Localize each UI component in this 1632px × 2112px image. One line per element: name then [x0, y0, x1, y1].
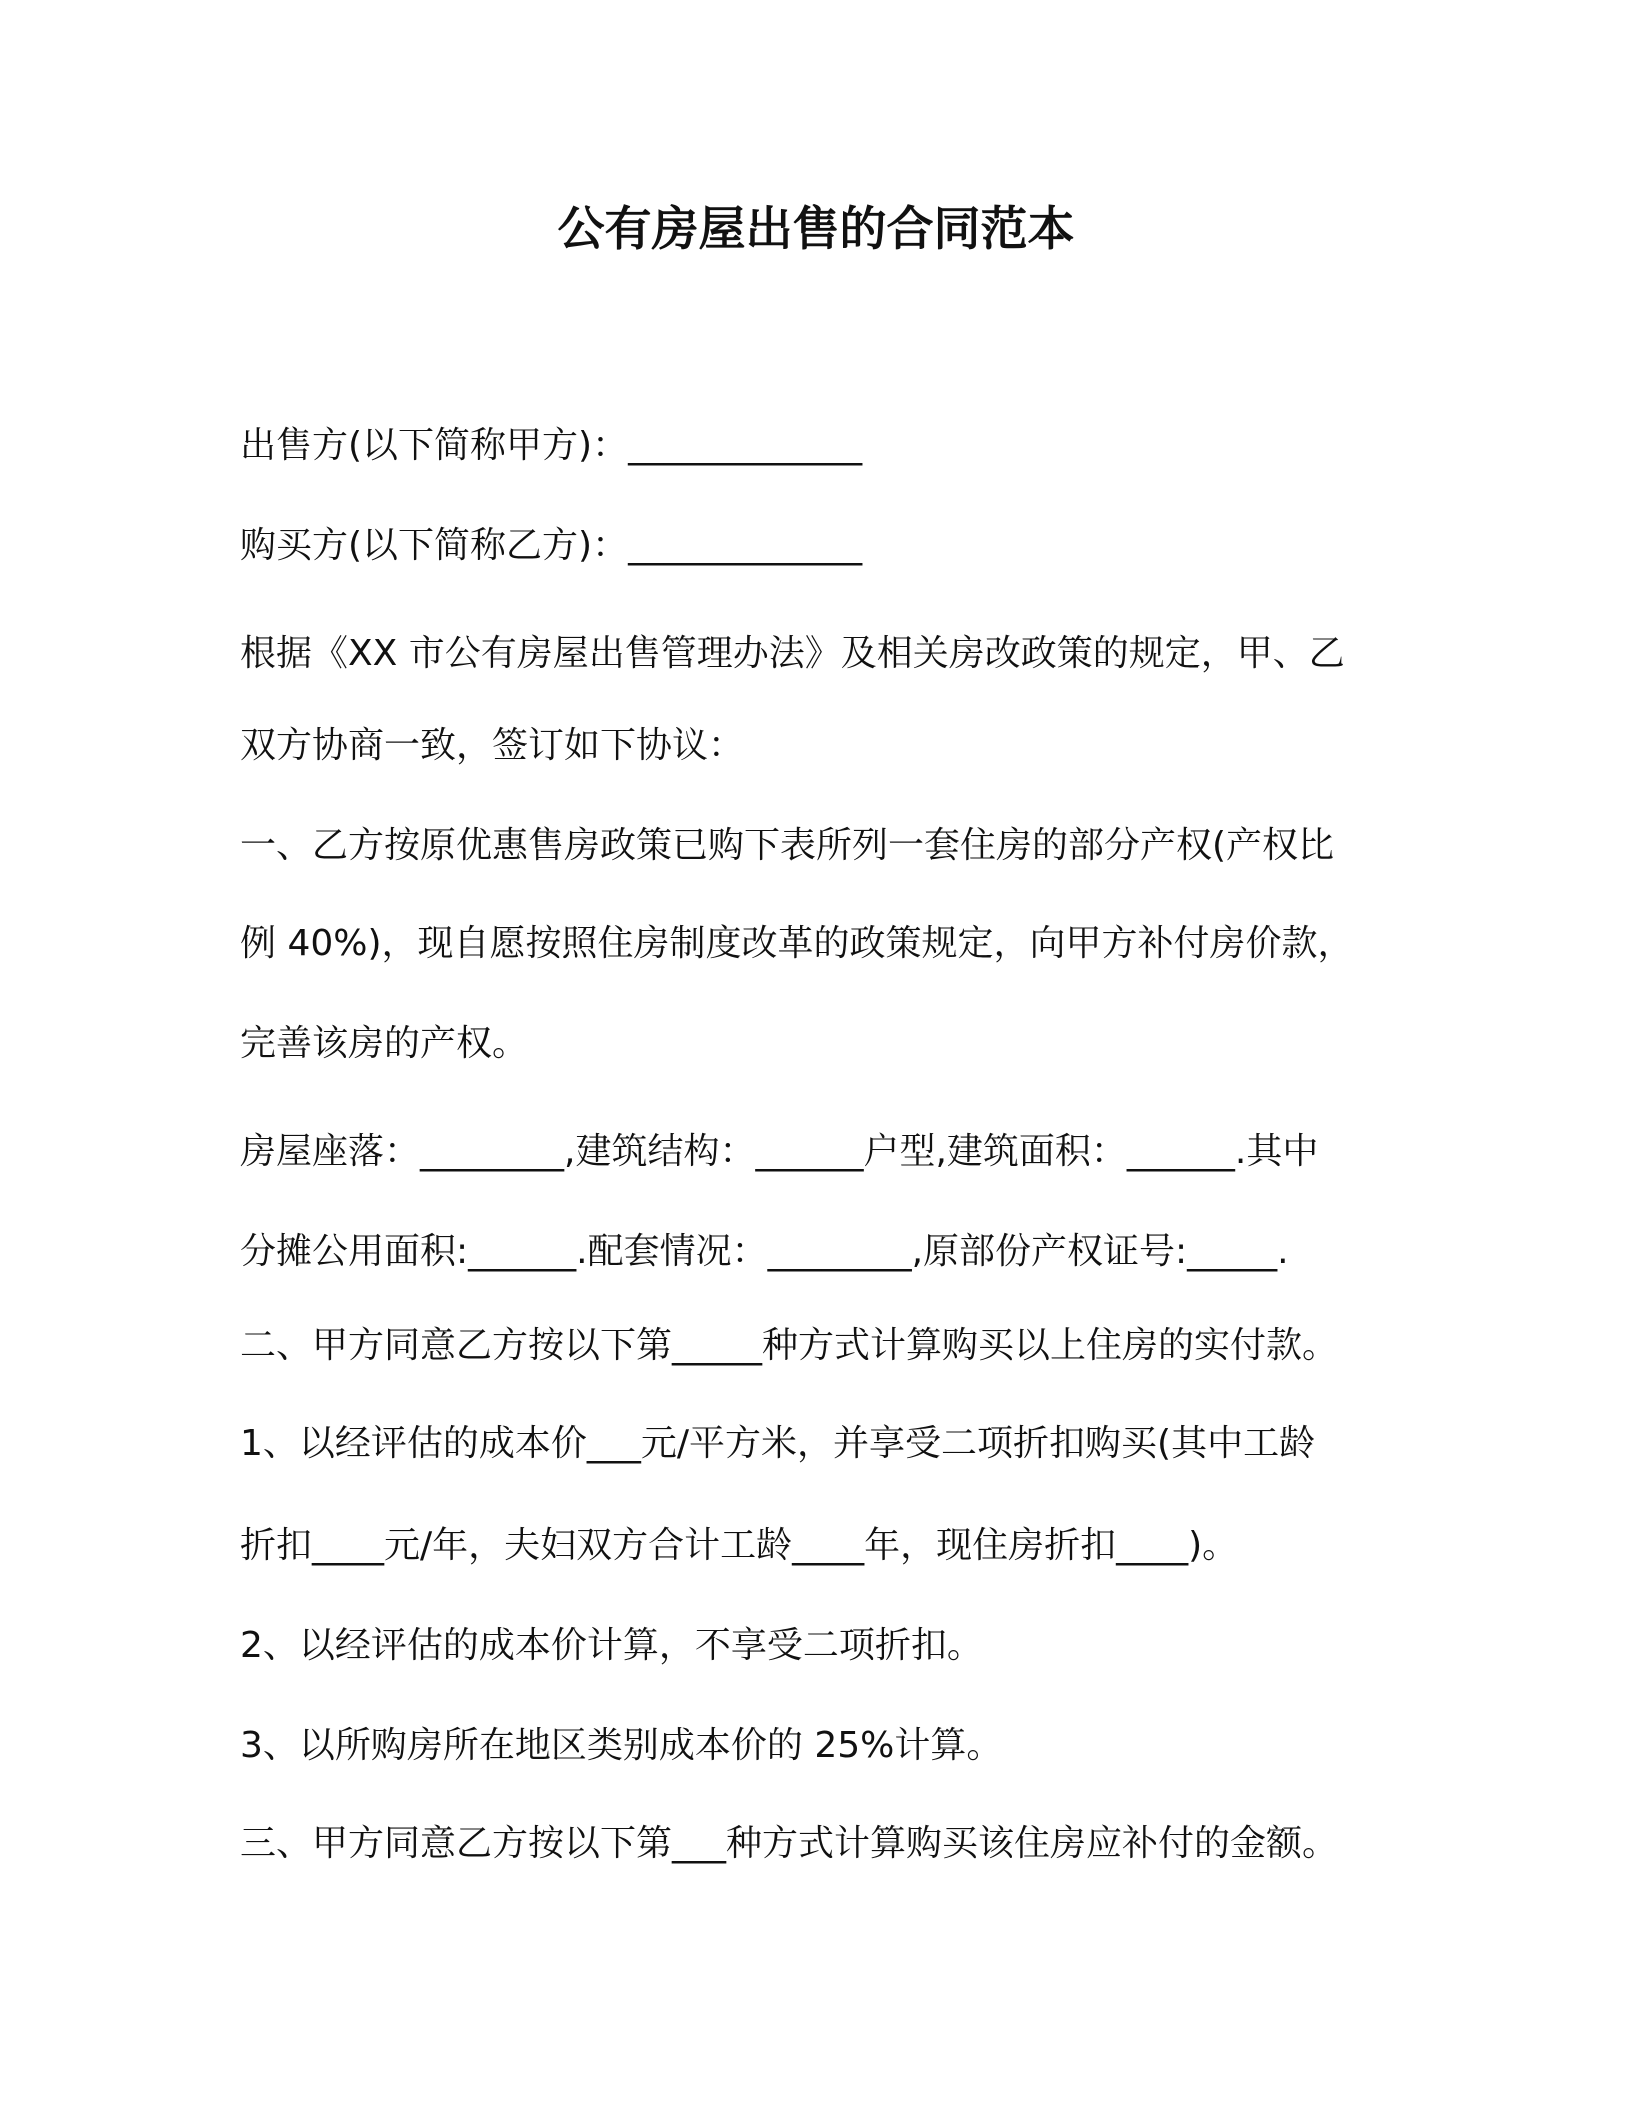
document-title: 公有房屋出售的合同范本 — [557, 202, 1075, 257]
intro-line-1: 根据《XX 市公有房屋出售管理办法》及相关房改政策的规定，甲、乙 — [240, 633, 1345, 674]
buyer-line: 购买方(以下简称乙方)：_____________ — [240, 525, 863, 566]
clause-2-line: 二、甲方同意乙方按以下第_____种方式计算购买以上住房的实付款。 — [240, 1325, 1339, 1366]
option-1-line-1: 1、以经评估的成本价___元/平方米，并享受二项折扣购买(其中工龄 — [240, 1423, 1316, 1464]
clause-1-line-3: 完善该房的产权。 — [240, 1023, 529, 1064]
seller-line: 出售方(以下简称甲方)：_____________ — [240, 425, 863, 466]
property-info-line-1: 房屋座落：________,建筑结构：______户型,建筑面积：______.其中 — [240, 1131, 1319, 1172]
intro-line-2: 双方协商一致，签订如下协议： — [240, 725, 745, 766]
clause-3-line: 三、甲方同意乙方按以下第___种方式计算购买该住房应补付的金额。 — [240, 1823, 1339, 1864]
option-3-line: 3、以所购房所在地区类别成本价的 25%计算。 — [240, 1725, 1003, 1766]
option-1-line-2: 折扣____元/年，夫妇双方合计工龄____年，现住房折扣____)。 — [240, 1525, 1239, 1566]
option-2-line: 2、以经评估的成本价计算，不享受二项折扣。 — [240, 1625, 983, 1666]
property-info-line-2: 分摊公用面积:______.配套情况：________,原部份产权证号:_____. — [240, 1231, 1289, 1272]
clause-1-line-2: 例 40%)，现自愿按照住房制度改革的政策规定，向甲方补付房价款， — [240, 923, 1354, 964]
clause-1-line-1: 一、乙方按原优惠售房政策已购下表所列一套住房的部分产权(产权比 — [240, 825, 1335, 866]
